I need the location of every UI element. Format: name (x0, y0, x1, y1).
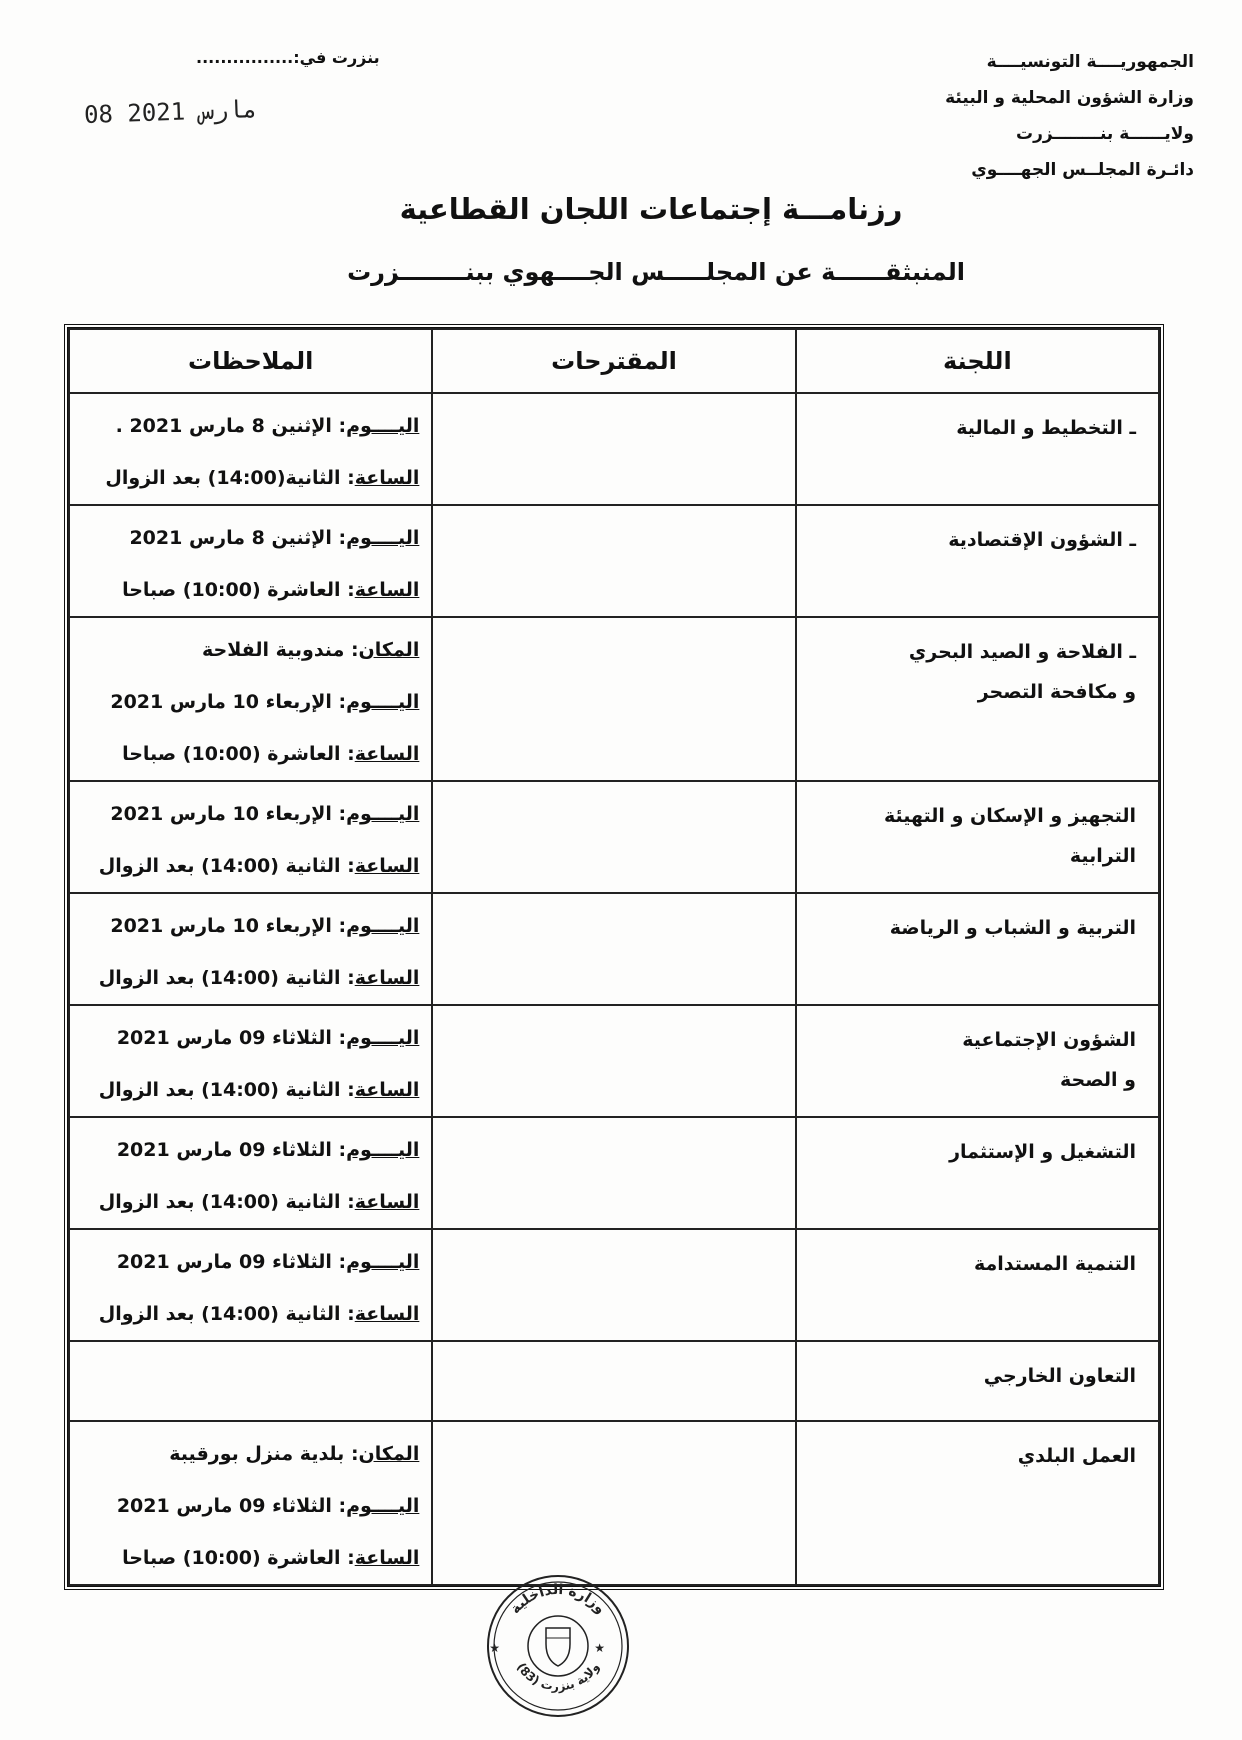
meeting-time-value: الثانية (14:00) بعد الزوال (98, 967, 341, 989)
meeting-day-value: الثلاثاء 09 مارس 2021 (116, 1027, 332, 1049)
meeting-day-value: الإثنين 8 مارس 2021 . (115, 415, 332, 437)
proposals-cell (432, 505, 795, 617)
meeting-time-value: الثانية (14:00) بعد الزوال (98, 1303, 341, 1325)
meeting-time-line: الساعة: الثانية(14:00) بعد الزوال (105, 467, 420, 489)
meeting-time-label: الساعة (354, 1191, 420, 1213)
committee-name: و مكافحة التصحر (977, 681, 1136, 703)
committee-name: التجهيز و الإسكان و التهيئة (883, 805, 1136, 827)
notes-cell (69, 1421, 432, 1585)
meeting-day-value: الثلاثاء 09 مارس 2021 (116, 1495, 332, 1517)
meeting-time-label: الساعة (354, 1303, 420, 1325)
committee-cell (796, 617, 1159, 781)
meeting-day-line: اليــــوم: الثلاثاء 09 مارس 2021 (116, 1139, 420, 1161)
committee-name: ـ التخطيط و المالية (956, 417, 1136, 439)
notes-cell (69, 393, 432, 505)
meeting-day-line: اليــــوم: الثلاثاء 09 مارس 2021 (116, 1251, 420, 1273)
meeting-time-value: العاشرة (10:00) صباحا (122, 579, 341, 601)
committee-cell (796, 1117, 1159, 1229)
meeting-day-label: اليــــوم (346, 415, 420, 437)
meeting-time-label: الساعة (354, 1079, 420, 1101)
meeting-day-label: اليــــوم (346, 915, 420, 937)
meeting-place-value: مندوبية الفلاحة (202, 639, 345, 661)
meeting-time-value: العاشرة (10:00) صباحا (122, 743, 341, 765)
table-row (69, 1341, 1159, 1421)
meeting-day-label: اليــــوم (346, 1139, 420, 1161)
meeting-time-label: الساعة (354, 855, 420, 877)
committee-name: التعاون الخارجي (983, 1365, 1136, 1387)
meeting-day-value: الثلاثاء 09 مارس 2021 (116, 1139, 332, 1161)
meeting-day-line: اليــــوم: الإربعاء 10 مارس 2021 (110, 691, 420, 713)
meeting-time-line: الساعة: الثانية (14:00) بعد الزوال (98, 1303, 420, 1325)
meeting-place-value: بلدية منزل بورقيبة (169, 1443, 345, 1465)
meeting-day-label: اليــــوم (346, 527, 420, 549)
committee-name: ـ الشؤون الإقتصادية (948, 529, 1136, 551)
letterhead-republic: الجمهوريــــة التونسيــــة (986, 52, 1194, 72)
meeting-time-label: الساعة (354, 579, 420, 601)
official-seal (484, 1572, 632, 1720)
document-subtitle: المنبثقــــــة عن المجلـــــس الجــــهوي ببنــــــــزرت (347, 258, 965, 286)
letterhead (945, 44, 1194, 188)
committee-cell (796, 893, 1159, 1005)
committee-cell (796, 505, 1159, 617)
committee-cell (796, 1005, 1159, 1117)
committee-name: التربية و الشباب و الرياضة (889, 917, 1136, 939)
meeting-time-line: الساعة: العاشرة (10:00) صباحا (122, 1547, 420, 1569)
proposals-cell (432, 617, 795, 781)
committee-name: التنمية المستدامة (973, 1253, 1136, 1275)
committee-name: العمل البلدي (1017, 1445, 1136, 1467)
notes-cell (69, 1117, 432, 1229)
committee-cell (796, 1341, 1159, 1421)
table-row (69, 617, 1159, 781)
meeting-place-line: المكان: مندوبية الفلاحة (202, 639, 420, 661)
proposals-cell (432, 1421, 795, 1585)
meeting-day-label: اليــــوم (346, 1027, 420, 1049)
table-row (69, 393, 1159, 505)
committee-cell (796, 781, 1159, 893)
meeting-time-line: الساعة: الثانية (14:00) بعد الزوال (98, 855, 420, 877)
place-date-line: بنزرت في:................ (196, 48, 380, 67)
proposals-cell (432, 781, 795, 893)
table-body (69, 393, 1159, 1585)
svg-text:وزارة الداخلية (507, 1582, 608, 1617)
meeting-place-label: المكان (358, 639, 420, 661)
meeting-day-line: اليــــوم: الثلاثاء 09 مارس 2021 (116, 1027, 420, 1049)
meeting-day-value: الإربعاء 10 مارس 2021 (110, 691, 332, 713)
meeting-time-label: الساعة (354, 467, 420, 489)
table-row (69, 781, 1159, 893)
meeting-day-label: اليــــوم (346, 1495, 420, 1517)
seal-top-text: وزارة الداخلية (507, 1581, 609, 1618)
proposals-cell (432, 1229, 795, 1341)
table-row (69, 505, 1159, 617)
header-notes: الملاحظات (69, 329, 432, 393)
meeting-day-line: اليــــوم: الثلاثاء 09 مارس 2021 (116, 1495, 420, 1517)
meeting-day-label: اليــــوم (346, 691, 420, 713)
letterhead-ministry: وزارة الشؤون المحلية و البيئة (945, 88, 1194, 108)
meeting-time-label: الساعة (354, 967, 420, 989)
notes-cell (69, 617, 432, 781)
header-committee: اللجنة (796, 329, 1159, 393)
meeting-day-line: اليــــوم: الإثنين 8 مارس 2021 . (115, 415, 420, 437)
committee-cell (796, 1421, 1159, 1585)
letterhead-department: دائـرة المجلــس الجهــــوي (971, 160, 1194, 180)
committee-name: و الصحة (1059, 1069, 1136, 1091)
committee-cell (796, 393, 1159, 505)
meeting-place-line: المكان: بلدية منزل بورقيبة (169, 1443, 420, 1465)
committee-name: الترابية (1069, 845, 1136, 867)
date-stamp: 08 مارس 2021 (83, 94, 258, 130)
table-row (69, 1005, 1159, 1117)
meeting-time-line: الساعة: الثانية (14:00) بعد الزوال (98, 1079, 420, 1101)
proposals-cell (432, 393, 795, 505)
meeting-day-line: اليــــوم: الإثنين 8 مارس 2021 (129, 527, 420, 549)
document-title: رزنامـــة إجتماعات اللجان القطاعية (399, 192, 903, 226)
meeting-place-label: المكان (358, 1443, 420, 1465)
letterhead-governorate: ولايــــــة بنــــــــزرت (1016, 124, 1194, 144)
meeting-day-line: اليــــوم: الإربعاء 10 مارس 2021 (110, 803, 420, 825)
table-row (69, 1421, 1159, 1585)
meeting-time-line: الساعة: العاشرة (10:00) صباحا (122, 743, 420, 765)
meeting-time-label: الساعة (354, 743, 420, 765)
meeting-time-value: العاشرة (10:00) صباحا (122, 1547, 341, 1569)
proposals-cell (432, 1341, 795, 1421)
table-header-row (69, 329, 1159, 393)
meeting-day-label: اليــــوم (346, 803, 420, 825)
meeting-time-line: الساعة: الثانية (14:00) بعد الزوال (98, 967, 420, 989)
table-row (69, 893, 1159, 1005)
committee-name: التشغيل و الإستثمار (949, 1141, 1136, 1163)
meeting-day-value: الإربعاء 10 مارس 2021 (110, 915, 332, 937)
notes-cell (69, 1005, 432, 1117)
notes-cell (69, 781, 432, 893)
meeting-time-value: الثانية(14:00) بعد الزوال (105, 467, 341, 489)
committee-cell (796, 1229, 1159, 1341)
meeting-time-value: الثانية (14:00) بعد الزوال (98, 1079, 341, 1101)
notes-cell (69, 505, 432, 617)
table-row (69, 1229, 1159, 1341)
notes-cell (69, 893, 432, 1005)
schedule-table (64, 324, 1164, 1590)
proposals-cell (432, 893, 795, 1005)
notes-cell (69, 1229, 432, 1341)
svg-text:★: ★ (594, 1641, 605, 1655)
committee-name: الشؤون الإجتماعية (962, 1029, 1136, 1051)
meeting-day-label: اليــــوم (346, 1251, 420, 1273)
meeting-day-line: اليــــوم: الإربعاء 10 مارس 2021 (110, 915, 420, 937)
header-proposals: المقترحات (432, 329, 795, 393)
meeting-time-value: الثانية (14:00) بعد الزوال (98, 1191, 341, 1213)
proposals-cell (432, 1005, 795, 1117)
meeting-day-value: الإربعاء 10 مارس 2021 (110, 803, 332, 825)
committee-name: ـ الفلاحة و الصيد البحري (908, 641, 1136, 663)
meeting-day-value: الإثنين 8 مارس 2021 (129, 527, 332, 549)
table-row (69, 1117, 1159, 1229)
notes-cell (69, 1341, 432, 1421)
meeting-time-line: الساعة: العاشرة (10:00) صباحا (122, 579, 420, 601)
svg-text:★: ★ (489, 1641, 500, 1655)
meeting-time-line: الساعة: الثانية (14:00) بعد الزوال (98, 1191, 420, 1213)
meeting-day-value: الثلاثاء 09 مارس 2021 (116, 1251, 332, 1273)
seal-bottom-text: ولاية بنزرت (83) (513, 1660, 603, 1694)
meeting-time-value: الثانية (14:00) بعد الزوال (98, 855, 341, 877)
proposals-cell (432, 1117, 795, 1229)
meeting-time-label: الساعة (354, 1547, 420, 1569)
